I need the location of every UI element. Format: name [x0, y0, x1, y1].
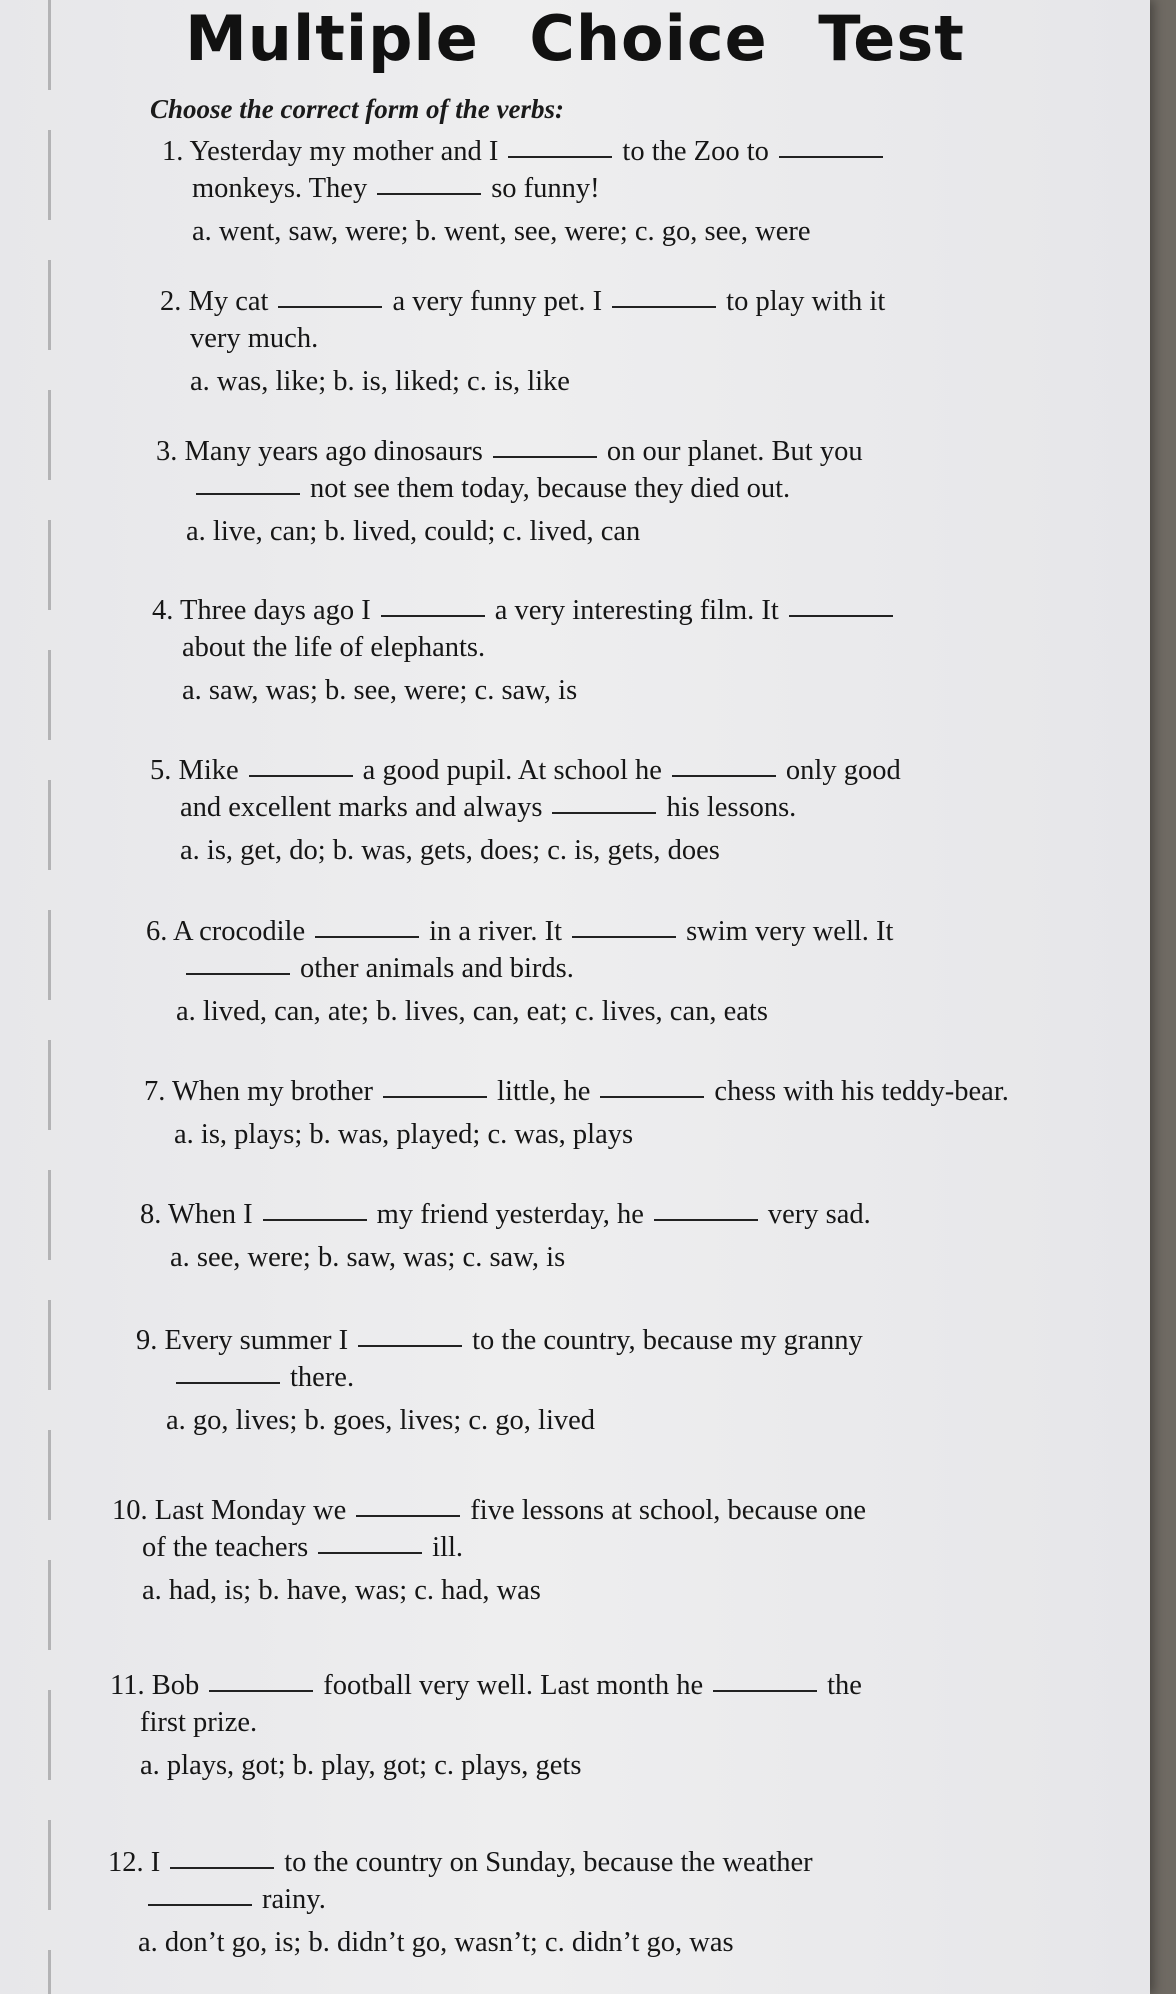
question-line2 [160, 320, 885, 357]
question-line2 [156, 470, 863, 507]
answer-blank [318, 1551, 422, 1554]
answer-blank [186, 972, 290, 975]
question-number: 11. [110, 1670, 152, 1701]
answer-blank [315, 935, 419, 938]
question-number: 4. [152, 595, 180, 626]
answer-blank [176, 1381, 280, 1384]
question-text: swim very well. It [686, 916, 894, 947]
question-line2 [136, 1359, 863, 1396]
question-number: 3. [156, 436, 185, 467]
question-text: My cat [188, 286, 269, 317]
question-7 [144, 1073, 1009, 1153]
question-line1 [156, 433, 863, 470]
question-text: very sad. [767, 1199, 871, 1230]
question-line1 [144, 1073, 1009, 1110]
question-text: a very interesting film. It [494, 595, 779, 626]
question-line1 [136, 1322, 863, 1359]
question-text: so funny! [491, 173, 600, 205]
question-text: to the country on Sunday, because the weather [284, 1847, 813, 1878]
question-line2 [110, 1704, 862, 1741]
answer-blank [508, 155, 612, 158]
answer-blank [789, 614, 893, 617]
answer-options: a. lived, can, ate; b. lives, can, eat; c. lives, can, eats [176, 996, 768, 1028]
instruction-text: Choose the correct form of the verbs: [150, 94, 564, 124]
question-number: 1. [162, 136, 190, 167]
question-number: 6. [146, 916, 173, 947]
answer-blank [572, 935, 676, 938]
answer-blank [381, 614, 485, 617]
question-number: 8. [140, 1199, 168, 1230]
answer-blank [383, 1095, 487, 1098]
question-line1 [110, 1667, 862, 1704]
question-text: on our planet. But you [606, 436, 863, 467]
question-text: Bob [151, 1670, 200, 1701]
question-text: Every summer I [164, 1325, 349, 1356]
question-text: Last Monday we [154, 1495, 347, 1526]
answer-blank [779, 155, 883, 158]
question-text: I [150, 1847, 161, 1878]
question-number: 2. [160, 286, 189, 317]
answer-blank [612, 305, 716, 308]
question-text: in a river. It [429, 916, 563, 947]
answer-options: a. went, saw, were; b. went, see, were; c. go, see, were [192, 216, 811, 248]
question-line2 [146, 950, 893, 987]
answer-blank [249, 774, 353, 777]
question-text: a very funny pet. I [392, 286, 603, 317]
question-5 [150, 752, 901, 869]
question-3 [156, 433, 863, 550]
question-text: When my brother [172, 1076, 374, 1107]
margin-line [48, 0, 51, 1994]
answer-options: a. plays, got; b. play, got; c. plays, gets [140, 1750, 582, 1782]
question-number: 12. [108, 1847, 151, 1878]
question-text: the [827, 1670, 862, 1701]
question-text: to the country, because my granny [472, 1325, 863, 1356]
question-8 [140, 1196, 871, 1276]
question-text: chess with his teddy-bear. [714, 1076, 1009, 1107]
question-text: to play with it [726, 286, 886, 317]
question-line1 [140, 1196, 871, 1233]
question-text: his lessons. [666, 792, 797, 824]
question-number: 9. [136, 1325, 165, 1356]
question-text: not see them today, because they died out. [310, 473, 791, 505]
question-text: Mike [178, 755, 239, 786]
answer-blank [358, 1344, 462, 1347]
question-line2 [150, 789, 901, 826]
answer-options: a. was, like; b. is, liked; c. is, like [190, 366, 570, 398]
question-11 [110, 1667, 862, 1784]
question-2 [160, 283, 885, 400]
answer-blank [654, 1218, 758, 1221]
question-text: Three days ago I [180, 595, 371, 626]
question-line1 [152, 592, 903, 629]
question-line2 [162, 170, 893, 207]
question-text: When I [168, 1199, 253, 1230]
answer-options: a. is, plays; b. was, played; c. was, plays [174, 1119, 634, 1151]
answer-blank [493, 455, 597, 458]
question-line1 [108, 1844, 813, 1881]
answer-blank [278, 305, 382, 308]
question-4 [152, 592, 903, 709]
answer-blank [713, 1689, 817, 1692]
question-text: to the Zoo to [622, 136, 769, 167]
question-1 [162, 133, 893, 250]
question-text: A crocodile [172, 916, 306, 947]
question-number: 7. [144, 1076, 172, 1107]
answer-options: a. had, is; b. have, was; c. had, was [142, 1575, 541, 1607]
question-line2 [152, 629, 903, 666]
question-text: a good pupil. At school he [362, 755, 662, 786]
question-line2 [108, 1881, 813, 1918]
question-text: very much. [190, 323, 319, 355]
question-text: ill. [432, 1532, 464, 1564]
question-text: about the life of elephants. [182, 632, 486, 664]
question-12 [108, 1844, 813, 1961]
question-text: there. [290, 1362, 355, 1394]
answer-blank [196, 492, 300, 495]
question-text: of the teachers [142, 1532, 309, 1564]
answer-options: a. go, lives; b. goes, lives; c. go, lived [166, 1405, 596, 1437]
question-10 [112, 1492, 866, 1609]
question-number: 5. [150, 755, 179, 786]
question-text: rainy. [262, 1884, 326, 1916]
answer-blank [148, 1903, 252, 1906]
question-text: football very well. Last month he [323, 1670, 704, 1701]
question-line1 [160, 283, 885, 320]
question-line2 [112, 1529, 866, 1566]
question-text: my friend yesterday, he [376, 1199, 644, 1230]
question-line1 [112, 1492, 866, 1529]
answer-options: a. see, were; b. saw, was; c. saw, is [170, 1242, 566, 1274]
answer-options: a. is, get, do; b. was, gets, does; c. is, gets, does [180, 835, 720, 867]
answer-blank [377, 192, 481, 195]
answer-blank [600, 1095, 704, 1098]
question-9 [136, 1322, 863, 1439]
question-line1 [150, 752, 901, 789]
answer-options: a. don’t go, is; b. didn’t go, wasn’t; c. didn’t go, was [138, 1927, 734, 1959]
page-title: Multiple Choice Test [185, 2, 965, 75]
answer-blank [672, 774, 776, 777]
question-text: monkeys. They [192, 173, 368, 205]
question-text: other animals and birds. [300, 953, 574, 985]
answer-options: a. live, can; b. lived, could; c. lived, can [186, 516, 641, 548]
answer-blank [170, 1866, 274, 1869]
question-text: only good [785, 755, 901, 786]
question-text: little, he [497, 1076, 591, 1107]
question-line1 [146, 913, 893, 950]
answer-blank [263, 1218, 367, 1221]
answer-blank [209, 1689, 313, 1692]
answer-blank [552, 811, 656, 814]
question-text: first prize. [140, 1707, 258, 1739]
question-text: five lessons at school, because one [470, 1495, 867, 1526]
question-text: Yesterday my mother and I [189, 136, 499, 167]
question-text: and excellent marks and always [180, 792, 543, 824]
question-line1 [162, 133, 893, 170]
question-text: Many years ago dinosaurs [184, 436, 483, 467]
question-6 [146, 913, 893, 1030]
question-number: 10. [112, 1495, 155, 1526]
answer-blank [356, 1514, 460, 1517]
answer-options: a. saw, was; b. see, were; c. saw, is [182, 675, 578, 707]
